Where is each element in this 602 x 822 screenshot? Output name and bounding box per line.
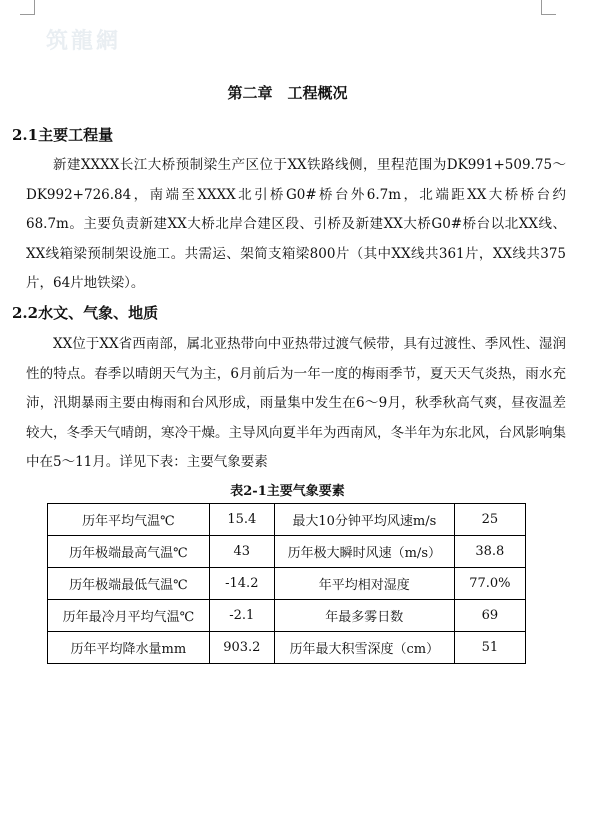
table-cell: 历年平均气温℃ bbox=[48, 504, 210, 536]
table-cell: 历年极大瞬时风速（m/s） bbox=[274, 536, 454, 568]
table-cell: 历年最冷月平均气温℃ bbox=[48, 600, 210, 632]
table-row bbox=[48, 536, 526, 568]
table-cell: 历年平均降水量mm bbox=[48, 632, 210, 664]
paragraph-quantities: 新建XXXX长江大桥预制梁生产区位于XX铁路线侧，里程范围为DK991+509.75～DK992+726.84，南端至XXXX北引桥G0#桥台外6.7m，北端距XX大桥桥台约68.7m。主要负责新建XX大桥北岸合建区段、引桥及新建XX大桥G0#桥台以北XX线、XX线箱梁预制架设施工。共需运、架简支箱梁800片（其中XX线共361片，XX线共375片，64片地铁梁）。 bbox=[26, 157, 566, 291]
section-heading-quantities: 2.1主要工程量 bbox=[12, 126, 114, 144]
paragraph-hydrology: XX位于XX省西南部，属北亚热带向中亚热带过渡气候带，具有过渡性、季风性、湿润性的特点。春季以晴朗天气为主，6月前后为一年一度的梅雨季节，夏天天气炎热，雨水充沛，汛期暴雨主要由梅雨和台风形成，雨量集中发生在6～9月，秋季秋高气爽，昼夜温差较大，冬季天气晴朗，寒冷干燥。主导风向夏半年为西南风，冬半年为东北风，台风影响集中在5～11月。详见下表：主要气象要素 bbox=[26, 336, 566, 470]
section-heading-hydrology: 2.2水文、气象、地质 bbox=[12, 304, 159, 322]
table-row bbox=[48, 568, 526, 600]
table-cell: 25 bbox=[454, 504, 525, 536]
page-corner-mark-left bbox=[20, 0, 35, 15]
table-cell: -2.1 bbox=[209, 600, 274, 632]
chapter-title: 第二章 工程概况 bbox=[227, 84, 348, 102]
table-cell: 69 bbox=[454, 600, 525, 632]
table-cell: 年最多雾日数 bbox=[274, 600, 454, 632]
page-corner-mark-right bbox=[541, 0, 556, 15]
table-cell: 51 bbox=[454, 632, 525, 664]
table-caption: 表2-1主要气象要素 bbox=[230, 484, 345, 499]
watermark-logo: 筑龍網 bbox=[46, 29, 122, 54]
table-row bbox=[48, 600, 526, 632]
table-cell: 最大10分钟平均风速m/s bbox=[274, 504, 454, 536]
table-cell: -14.2 bbox=[209, 568, 274, 600]
table-row bbox=[48, 632, 526, 664]
table-cell: 43 bbox=[209, 536, 274, 568]
table-cell: 15.4 bbox=[209, 504, 274, 536]
table-cell: 年平均相对湿度 bbox=[274, 568, 454, 600]
table-cell: 903.2 bbox=[209, 632, 274, 664]
table-cell: 历年极端最高气温℃ bbox=[48, 536, 210, 568]
table-cell: 历年极端最低气温℃ bbox=[48, 568, 210, 600]
weather-elements-table bbox=[47, 503, 526, 664]
table-cell: 历年最大积雪深度（cm） bbox=[274, 632, 454, 664]
table-cell: 77.0% bbox=[454, 568, 525, 600]
table-cell: 38.8 bbox=[454, 536, 525, 568]
table-row bbox=[48, 504, 526, 536]
